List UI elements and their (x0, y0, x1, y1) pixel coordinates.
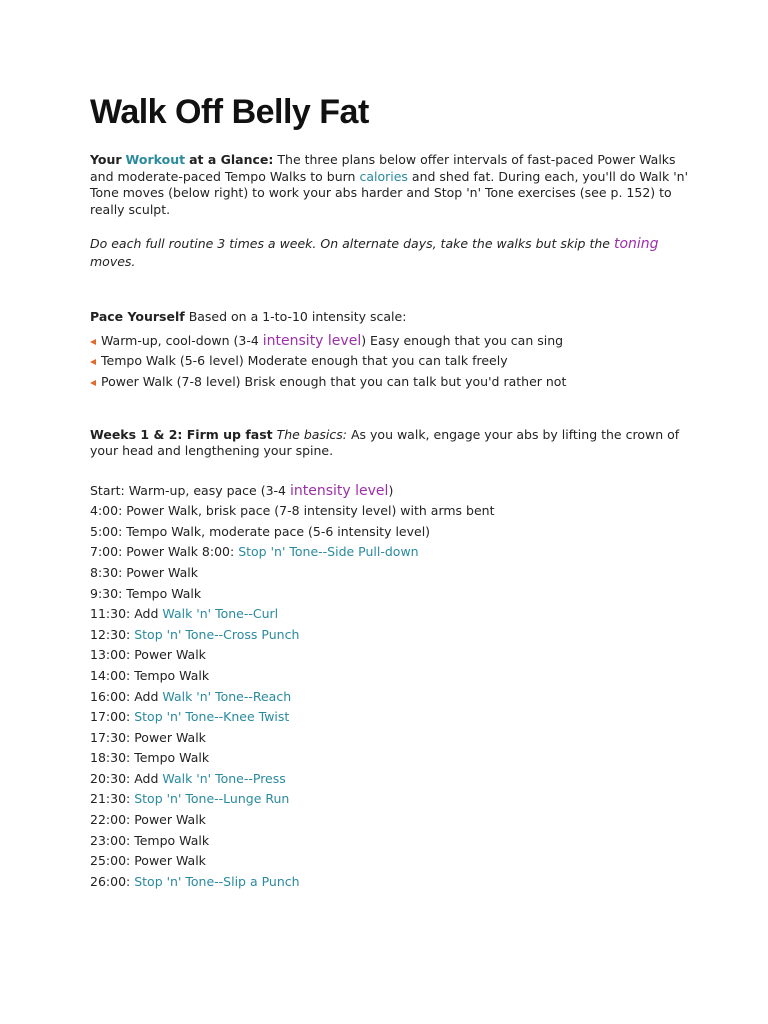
schedule-time-text: 8:30: Power Walk (90, 564, 198, 580)
intro-paragraph (90, 152, 690, 218)
page-title: Walk Off Belly Fat (90, 93, 369, 131)
exercise-link[interactable]: Walk 'n' Tone--Reach (162, 688, 292, 704)
schedule-time-text: ) (388, 482, 394, 498)
toning-link[interactable]: toning (613, 236, 659, 252)
exercise-link[interactable]: Stop 'n' Tone--Knee Twist (134, 709, 290, 725)
schedule-list (90, 481, 690, 893)
schedule-time-text: 21:30: (90, 791, 131, 807)
schedule-time-text: Start: Warm-up, easy pace (3-4 (90, 482, 287, 498)
schedule-row (90, 522, 690, 543)
schedule-row (90, 563, 690, 584)
pace-text: Based on a 1-to-10 intensity scale: (188, 309, 407, 324)
pace-item-text: Power Walk (7-8 level) Brisk enough that you can talk but you'd rather not (101, 373, 567, 389)
exercise-link[interactable]: Walk 'n' Tone--Press (162, 770, 286, 786)
pace-item-warmup (90, 331, 690, 352)
schedule-row (90, 769, 690, 790)
exercise-link[interactable]: Stop 'n' Tone--Side Pull-down (238, 544, 419, 560)
bullet-arrow-icon (90, 359, 96, 365)
workout-link[interactable]: Workout (125, 152, 186, 167)
schedule-time-text: 11:30: Add (90, 606, 159, 622)
schedule-row (90, 645, 690, 666)
article (90, 86, 690, 892)
schedule-row (90, 604, 690, 625)
schedule-time-text: 12:30: (90, 626, 131, 642)
schedule-row (90, 584, 690, 605)
intensity-level-link[interactable]: intensity level (290, 482, 389, 499)
weeks-paragraph (90, 427, 690, 460)
bullet-arrow-icon (90, 380, 96, 386)
schedule-time-text: 22:00: Power Walk (90, 812, 206, 828)
pace-item-tempo (90, 351, 690, 372)
schedule-row (90, 851, 690, 872)
exercise-link[interactable]: Walk 'n' Tone--Curl (162, 606, 279, 622)
schedule-time-text: 16:00: Add (90, 688, 159, 704)
bullet-arrow-icon (90, 339, 96, 345)
pace-item-text: ) Easy enough that you can sing (361, 332, 564, 348)
tip-paragraph (90, 235, 690, 271)
pace-list (90, 331, 690, 393)
schedule-time-text: 18:30: Tempo Walk (90, 750, 210, 766)
schedule-time-text: 25:00: Power Walk (90, 853, 206, 869)
intro-label-rest: at a Glance: (189, 152, 274, 167)
schedule-time-text: 4:00: Power Walk, brisk pace (7-8 intensity level) with arms bent (90, 503, 495, 519)
exercise-link[interactable]: Stop 'n' Tone--Cross Punch (134, 626, 300, 642)
schedule-row (90, 831, 690, 852)
schedule-time-text: 23:00: Tempo Walk (90, 832, 210, 848)
tip-text-2: moves. (90, 254, 136, 269)
calories-link[interactable]: calories (359, 168, 408, 184)
schedule-row (90, 810, 690, 831)
schedule-row (90, 687, 690, 708)
schedule-row (90, 728, 690, 749)
schedule-time-text: 26:00: (90, 873, 131, 889)
pace-heading: Pace Yourself (90, 309, 185, 324)
basics-label: The basics: (276, 426, 347, 442)
schedule-row-start (90, 481, 690, 502)
pace-item-text: Tempo Walk (5-6 level) Moderate enough that you can talk freely (101, 353, 508, 369)
schedule-time-text: 13:00: Power Walk (90, 647, 206, 663)
schedule-row (90, 625, 690, 646)
pace-paragraph (90, 309, 690, 326)
intensity-level-link[interactable]: intensity level (262, 332, 362, 349)
weeks-text: As you walk, engage your abs by lifting the crown of your head and lengthening your spine. (90, 426, 680, 459)
exercise-link[interactable]: Stop 'n' Tone--Lunge Run (134, 791, 290, 807)
pace-item-power (90, 372, 690, 393)
schedule-time-text: 5:00: Tempo Walk, moderate pace (5-6 intensity level) (90, 523, 431, 539)
schedule-time-text: 17:30: Power Walk (90, 729, 206, 745)
intro-text-2: and shed fat. During each, you'll do Walk 'n' Tone moves (below right) to work your abs harder and Stop 'n' Tone exercises (see p. 152) to really sculpt. (90, 168, 689, 217)
schedule-time-text: 20:30: Add (90, 770, 159, 786)
schedule-row (90, 748, 690, 769)
schedule-row (90, 666, 690, 687)
schedule-row (90, 707, 690, 728)
tip-text-1: Do each full routine 3 times a week. On alternate days, take the walks but skip the (90, 236, 610, 251)
pace-item-text: Warm-up, cool-down (3-4 (101, 332, 259, 348)
intro-label-your: Your (90, 152, 122, 167)
schedule-row (90, 542, 690, 563)
exercise-link[interactable]: Stop 'n' Tone--Slip a Punch (134, 873, 300, 889)
schedule-time-text: 14:00: Tempo Walk (90, 667, 210, 683)
schedule-row (90, 501, 690, 522)
schedule-time-text: 9:30: Tempo Walk (90, 585, 202, 601)
schedule-row (90, 872, 690, 893)
schedule-time-text: 7:00: Power Walk 8:00: (90, 544, 235, 560)
schedule-row (90, 789, 690, 810)
weeks-heading: Weeks 1 & 2: Firm up fast (90, 426, 273, 442)
schedule-time-text: 17:00: (90, 709, 131, 725)
intro-text-1: The three plans below offer intervals of fast-paced Power Walks and moderate-paced Tempo Walks to burn (90, 152, 676, 184)
